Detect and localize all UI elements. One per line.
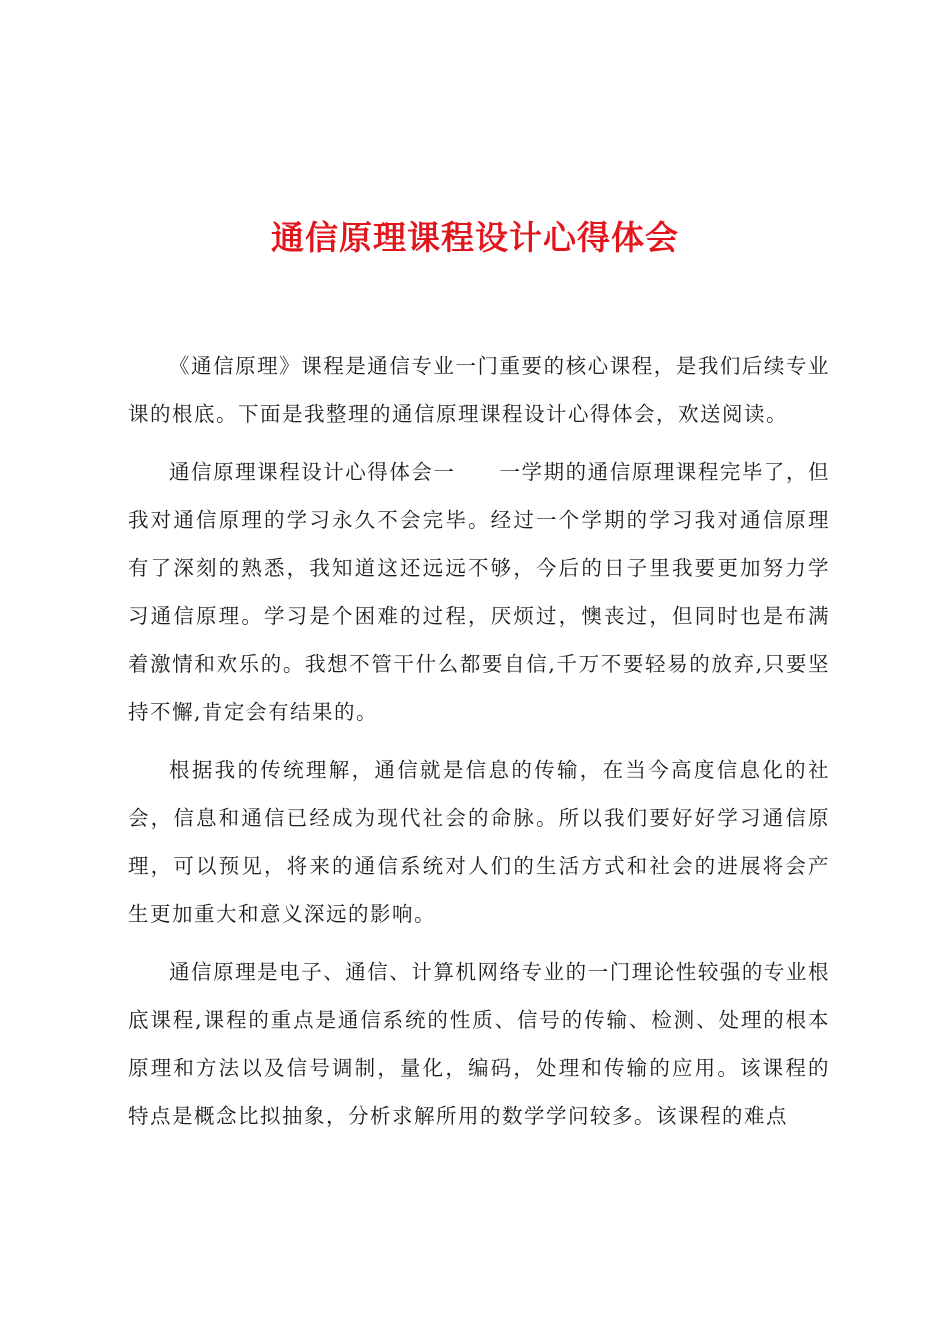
paragraph-intro: 《通信原理》课程是通信专业一门重要的核心课程，是我们后续专业课的根底。下面是我整理的通信原理课程设计心得体会，欢送阅读。	[128, 354, 830, 426]
document-title: 通信原理课程设计心得体会	[271, 218, 679, 257]
document-body	[128, 342, 830, 1150]
paragraph-communication-meaning: 根据我的传统理解，通信就是信息的传输，在当今高度信息化的社会，信息和通信已经成为现代社会的命脉。所以我们要好好学习通信原理，可以预见，将来的通信系统对人们的生活方式和社会的进展将会产生更加重大和意义深远的影响。	[128, 758, 830, 926]
paragraph-course-description: 通信原理是电子、通信、计算机网络专业的一门理论性较强的专业根底课程,课程的重点是通信系统的性质、信号的传输、检测、处理的根本原理和方法以及信号调制，量化，编码，处理和传输的应用。该课程的特点是概念比拟抽象，分析求解所用的数学学问较多。该课程的难点	[128, 960, 830, 1128]
paragraph-reflection-one: 通信原理课程设计心得体会一 一学期的通信原理课程完毕了，但我对通信原理的学习永久不会完毕。经过一个学期的学习我对通信原理有了深刻的熟悉，我知道这还远远不够，今后的日子里我要更加努力学习通信原理。学习是个困难的过程，厌烦过，懊丧过，但同时也是布满着激情和欢乐的。我想不管干什么都要自信,千万不要轻易的放弃,只要坚持不懈,肯定会有结果的。	[128, 460, 830, 724]
